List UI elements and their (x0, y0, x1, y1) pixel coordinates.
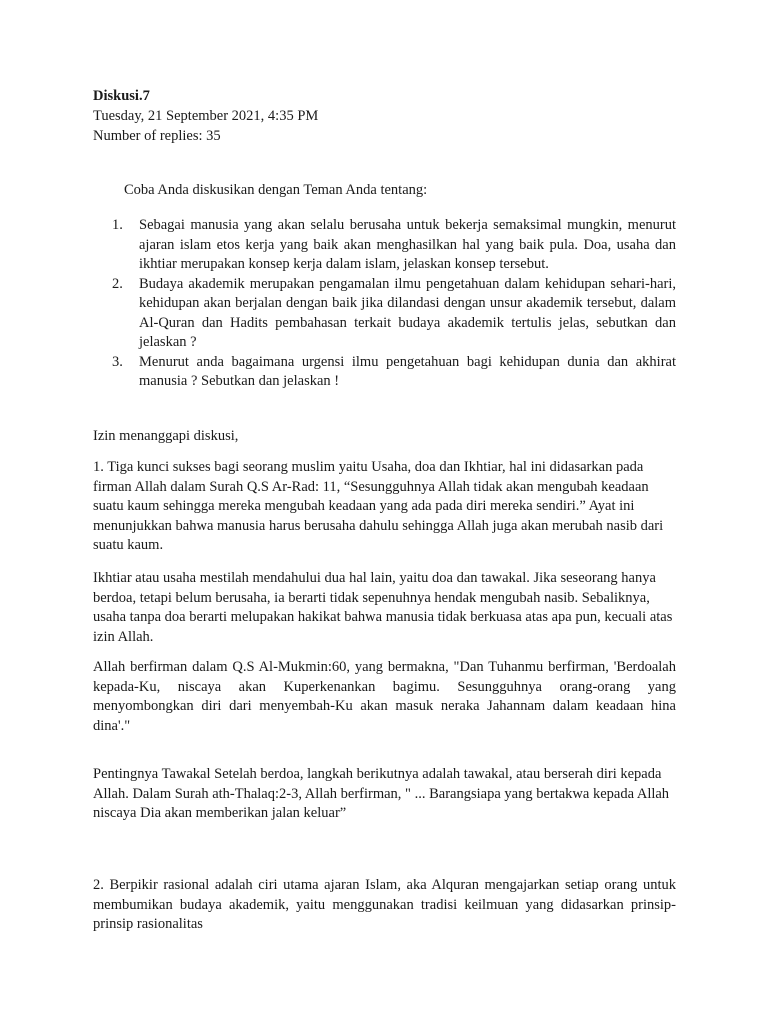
question-list (112, 216, 676, 392)
question-item (112, 353, 676, 392)
response-paragraph: Pentingnya Tawakal Setelah berdoa, langkah berikutnya adalah tawakal, atau berserah diri kepada Allah. Dalam Surah ath-Thalaq:2-3, Allah berfirman, " ... Barangsiapa yang bertakwa kepada Allah niscaya Dia akan memberikan jalan keluar” (93, 766, 670, 821)
question-number: 1. (112, 217, 123, 233)
discussion-intro: Coba Anda diskusikan dengan Teman Anda tentang: (124, 182, 428, 198)
question-text: Budaya akademik merupakan pengamalan ilmu pengetahuan dalam kehidupan sehari-hari, kehidupan akan berjalan dengan baik jika dilandasi dengan unsur akademik tersebut, dalam Al-Quran dan Hadits pembahasan terkait budaya akademik tertulis jelas, sebutkan dan jelaskan ? (139, 275, 676, 350)
question-item (112, 275, 676, 353)
reply-count: Number of replies: 35 (93, 128, 221, 144)
question-number: 2. (112, 275, 123, 292)
question-number: 3. (112, 353, 123, 370)
response-paragraph: 1. Tiga kunci sukses bagi seorang muslim yaitu Usaha, doa dan Ikhtiar, hal ini didasarkan pada firman Allah dalam Surah Q.S Ar-Rad: 11, “Sesungguhnya Allah tidak akan mengubah keadaan suatu kaum sehingga mereka mengubah keadaan yang ada pada diri mereka sendiri.” Ayat ini menunjukkan bahwa manusia harus berusaha dahulu sehingga Allah juga akan merubah nasib dari suatu kaum. (93, 459, 664, 553)
response-paragraph: Allah berfirman dalam Q.S Al-Mukmin:60, yang bermakna, "Dan Tuhanmu berfirman, 'Berdoalah kepada-Ku, niscaya akan Kuperkenankan bagimu. Sesungguhnya orang-orang yang menyombongkan diri dari menyembah-Ku akan masuk neraka Jahannam dalam keadaan hina dina'." (93, 659, 676, 734)
question-text: Menurut anda bagaimana urgensi ilmu pengetahuan bagi kehidupan dunia dan akhirat manusia ? Sebutkan dan jelaskan ! (139, 353, 676, 389)
question-text: Sebagai manusia yang akan selalu berusaha untuk bekerja semaksimal mungkin, menurut ajaran islam etos kerja yang baik akan menghasilkan hal yang baik pula. Doa, usaha dan ikhtiar merupakan konsep kerja dalam islam, jelaskan konsep tersebut. (139, 217, 676, 272)
post-header (93, 86, 318, 146)
response-paragraph: 2. Berpikir rasional adalah ciri utama ajaran Islam, aka Alquran mengajarkan setiap orang untuk membumikan budaya akademik, yaitu menggunakan tradisi keilmuan yang didasarkan prinsip-prinsip rasionalitas (93, 877, 676, 932)
question-item (112, 216, 676, 275)
post-date: Tuesday, 21 September 2021, 4:35 PM (93, 108, 319, 124)
response-opening: Izin menanggapi diskusi, (93, 428, 239, 444)
post-title: Diskusi.7 (93, 88, 150, 104)
response-paragraph: Ikhtiar atau usaha mestilah mendahului dua hal lain, yaitu doa dan tawakal. Jika seseorang hanya berdoa, tetapi belum berusaha, ia berarti tidak sepenuhnya hendak mengubah nasib. Sebaliknya, usaha tanpa doa berarti melupakan hakikat bahwa manusia tidak berkuasa atas apa pun, kecuali atas izin Allah. (93, 570, 673, 645)
